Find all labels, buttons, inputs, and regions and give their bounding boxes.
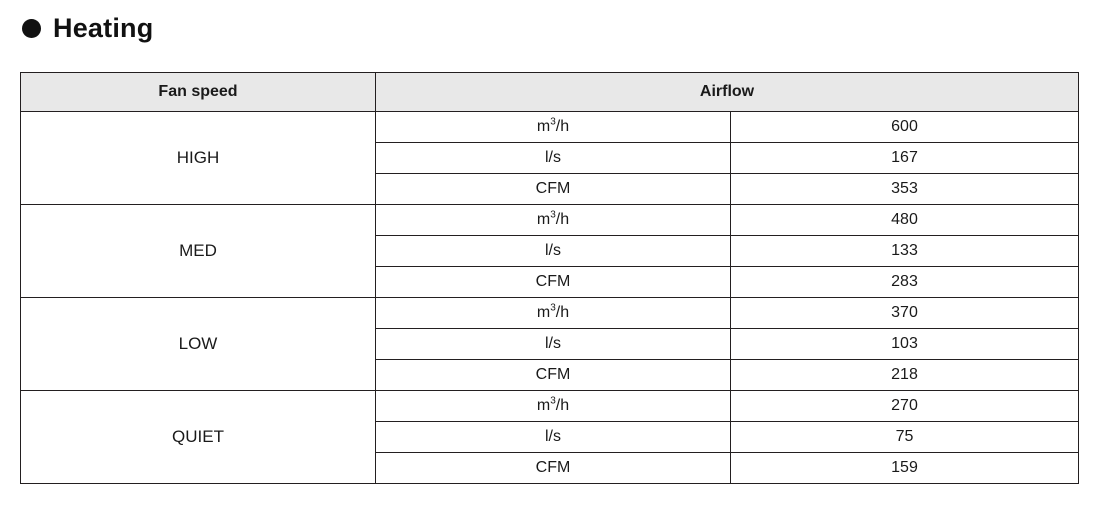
unit-superscript: 3 [550,395,556,407]
unit-cell: CFM [376,453,731,484]
unit-cell: l/s [376,236,731,267]
airflow-value-cell: 480 [731,205,1079,236]
airflow-value-cell: 133 [731,236,1079,267]
fan-speed-cell: QUIET [21,391,376,484]
unit-text: m [536,118,551,135]
airflow-value-cell: 167 [731,143,1079,174]
unit-cell: l/s [376,329,731,360]
unit-text: m [536,304,551,321]
unit-cell: l/s [376,422,731,453]
table-body [21,112,1079,484]
fan-speed-cell: MED [21,205,376,298]
unit-cell [376,205,731,236]
filled-circle-icon [22,19,41,38]
unit-cell: CFM [376,174,731,205]
unit-superscript: 3 [550,116,556,128]
airflow-value-cell: 283 [731,267,1079,298]
airflow-value-cell: 353 [731,174,1079,205]
unit-text: m [536,397,551,414]
unit-suffix: /h [555,118,570,135]
unit-cell [376,298,731,329]
table-header-row [21,73,1079,112]
airflow-value-cell: 218 [731,360,1079,391]
airflow-value-cell: 270 [731,391,1079,422]
unit-cell [376,391,731,422]
airflow-value-cell: 103 [731,329,1079,360]
airflow-value-cell: 600 [731,112,1079,143]
column-header-fan-speed: Fan speed [21,73,376,112]
page-title: Heating [53,12,154,43]
airflow-value-cell: 159 [731,453,1079,484]
unit-superscript: 3 [550,209,556,221]
unit-suffix: /h [555,211,570,228]
fan-speed-cell: LOW [21,298,376,391]
section-heading [0,0,1098,44]
unit-suffix: /h [555,304,570,321]
airflow-value-cell: 370 [731,298,1079,329]
unit-superscript: 3 [550,302,556,314]
unit-cell: l/s [376,143,731,174]
unit-suffix: /h [555,397,570,414]
unit-cell: CFM [376,360,731,391]
table-row [21,391,1079,422]
column-header-airflow: Airflow [376,73,1079,112]
table-row [21,112,1079,143]
airflow-value-cell: 75 [731,422,1079,453]
airflow-specification-table [20,72,1079,484]
fan-speed-cell: HIGH [21,112,376,205]
unit-cell [376,112,731,143]
table-row [21,205,1079,236]
unit-cell: CFM [376,267,731,298]
table-row [21,298,1079,329]
unit-text: m [536,211,551,228]
table-header [21,73,1079,112]
